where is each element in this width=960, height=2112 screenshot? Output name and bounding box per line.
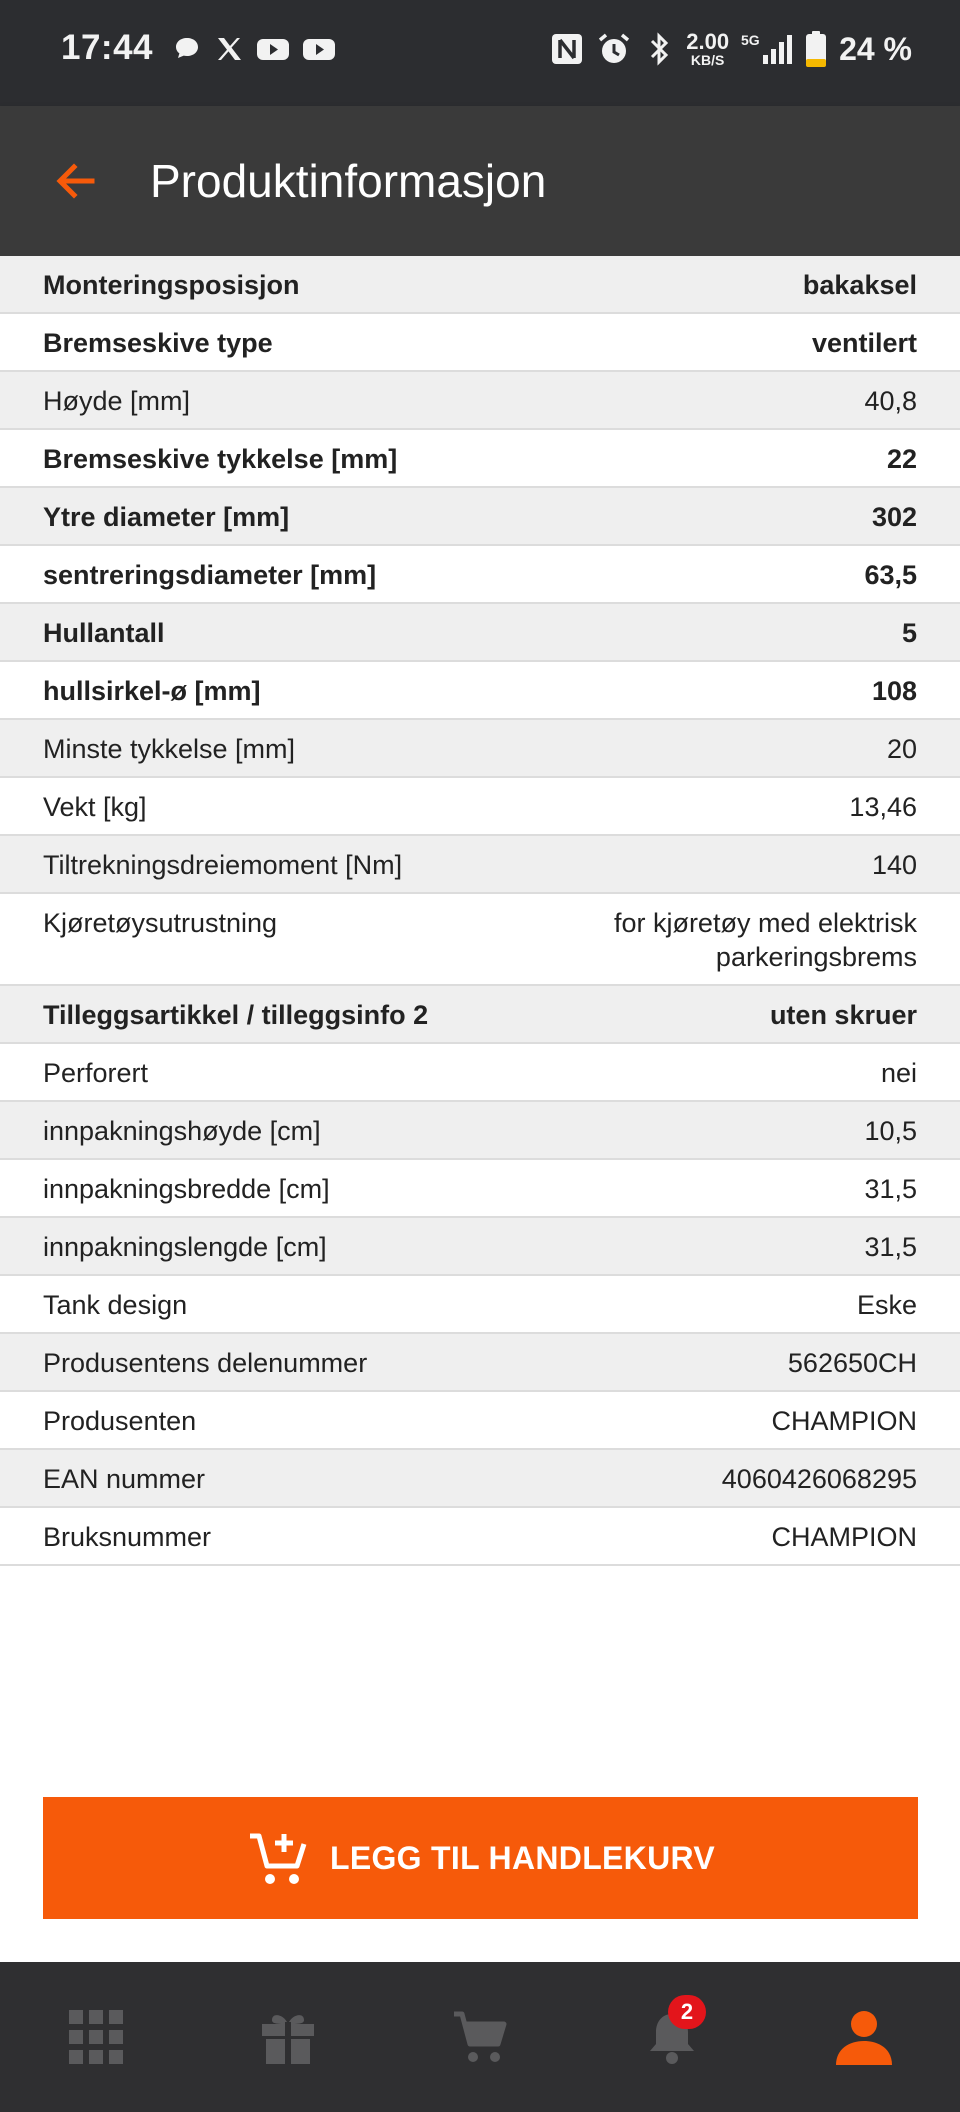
spec-label: Bremseskive tykkelse [mm] — [43, 444, 398, 474]
svg-text:5G: 5G — [741, 32, 760, 48]
spec-label: innpakningsbredde [cm] — [43, 1174, 330, 1204]
spec-value: 562650CH — [787, 1348, 917, 1378]
spec-label: Produsentens delenummer — [43, 1348, 368, 1378]
spec-value: ventilert — [811, 328, 917, 358]
spec-row — [0, 1276, 960, 1334]
gift-icon — [259, 2008, 317, 2066]
spec-label: Tiltrekningsdreiemoment [Nm] — [43, 850, 403, 880]
spec-row — [0, 894, 960, 986]
spec-value: 140 — [871, 850, 917, 880]
spec-label: Tank design — [43, 1290, 188, 1320]
nav-offers[interactable] — [228, 1987, 348, 2087]
spec-row — [0, 662, 960, 720]
bottom-navigation — [0, 1962, 960, 2112]
spec-value: 108 — [871, 676, 917, 706]
person-icon — [834, 2007, 894, 2067]
spec-label: Tilleggsartikkel / tilleggsinfo 2 — [43, 1000, 429, 1030]
nfc-icon — [550, 32, 584, 66]
spec-value: 63,5 — [864, 560, 917, 590]
add-to-cart-button[interactable] — [43, 1797, 918, 1919]
spec-label: hullsirkel-ø [mm] — [43, 676, 261, 706]
spec-row — [0, 1392, 960, 1450]
spec-value: 31,5 — [864, 1232, 917, 1262]
spec-row — [0, 1044, 960, 1102]
youtube-icon — [256, 34, 290, 64]
spec-value: 5 — [901, 618, 917, 648]
spec-row — [0, 720, 960, 778]
battery-percentage: 24 % — [839, 30, 912, 67]
notification-icons — [172, 34, 336, 64]
spec-label: Kjøretøysutrustning — [43, 908, 278, 938]
spec-label: innpakningslengde [cm] — [43, 1232, 327, 1262]
spec-value: 40,8 — [864, 386, 917, 416]
system-icons — [550, 30, 912, 68]
spec-row — [0, 1334, 960, 1392]
spec-value: 4060426068295 — [721, 1464, 917, 1494]
spec-label: Produsenten — [43, 1406, 197, 1436]
spec-label: EAN nummer — [43, 1464, 206, 1494]
spec-value: for kjøretøy med elektrisk parkeringsbrems — [613, 908, 917, 972]
spec-row — [0, 836, 960, 894]
spec-value: bakaksel — [802, 270, 917, 300]
spec-label: Minste tykkelse [mm] — [43, 734, 296, 764]
grid-icon — [67, 2008, 125, 2066]
add-to-cart-label: LEGG TIL HANDLEKURV — [330, 1839, 715, 1876]
spec-row — [0, 778, 960, 836]
signal-icon — [741, 31, 793, 67]
spec-value: 302 — [871, 502, 917, 532]
spec-value: uten skruer — [769, 1000, 917, 1030]
app-bar — [0, 106, 960, 256]
spec-row — [0, 372, 960, 430]
spec-value: 22 — [886, 444, 917, 474]
status-time: 17:44 — [61, 28, 154, 67]
spec-value: CHAMPION — [771, 1406, 917, 1436]
nav-cart[interactable] — [420, 1987, 540, 2087]
spec-table — [0, 256, 960, 1566]
spec-row — [0, 1160, 960, 1218]
spec-label: Ytre diameter [mm] — [43, 502, 290, 532]
alarm-icon — [596, 31, 632, 67]
spec-label: Bruksnummer — [43, 1522, 212, 1552]
spec-value: 13,46 — [849, 792, 917, 822]
nav-profile[interactable] — [804, 1987, 924, 2087]
chat-icon — [172, 34, 202, 64]
spec-row — [0, 604, 960, 662]
notification-badge: 2 — [668, 1995, 706, 2029]
spec-label: Hullantall — [43, 618, 165, 648]
back-button[interactable] — [46, 151, 106, 211]
spec-value: 20 — [886, 734, 917, 764]
cart-icon — [451, 2008, 509, 2066]
spec-value: 31,5 — [864, 1174, 917, 1204]
cart-plus-icon — [246, 1826, 310, 1890]
arrow-left-icon — [52, 157, 100, 205]
spec-row — [0, 430, 960, 488]
spec-label: Monteringsposisjon — [43, 270, 300, 300]
x-icon — [214, 34, 244, 64]
spec-row — [0, 1102, 960, 1160]
youtube-icon — [302, 34, 336, 64]
spec-row — [0, 546, 960, 604]
spec-row — [0, 256, 960, 314]
battery-icon — [805, 30, 827, 68]
network-speed: 2.00 KB/S — [686, 29, 730, 68]
spec-label: Høyde [mm] — [43, 386, 191, 416]
page-title: Produktinformasjon — [150, 155, 547, 207]
spec-value: Eske — [856, 1290, 917, 1320]
spec-row — [0, 1218, 960, 1276]
bluetooth-icon — [644, 31, 674, 67]
spec-row — [0, 488, 960, 546]
spec-value: CHAMPION — [771, 1522, 917, 1552]
spec-row — [0, 1508, 960, 1566]
spec-value: nei — [880, 1058, 917, 1088]
spec-label: sentreringsdiameter [mm] — [43, 560, 377, 590]
spec-row — [0, 1450, 960, 1508]
nav-catalog[interactable] — [36, 1987, 156, 2087]
spec-label: Vekt [kg] — [43, 792, 147, 822]
spec-label: innpakningshøyde [cm] — [43, 1116, 321, 1146]
status-bar — [0, 0, 960, 106]
spec-value: 10,5 — [864, 1116, 917, 1146]
spec-label: Perforert — [43, 1058, 149, 1088]
spec-row — [0, 986, 960, 1044]
spec-row — [0, 314, 960, 372]
spec-label: Bremseskive type — [43, 328, 273, 358]
nav-notifications[interactable] — [612, 1987, 732, 2087]
